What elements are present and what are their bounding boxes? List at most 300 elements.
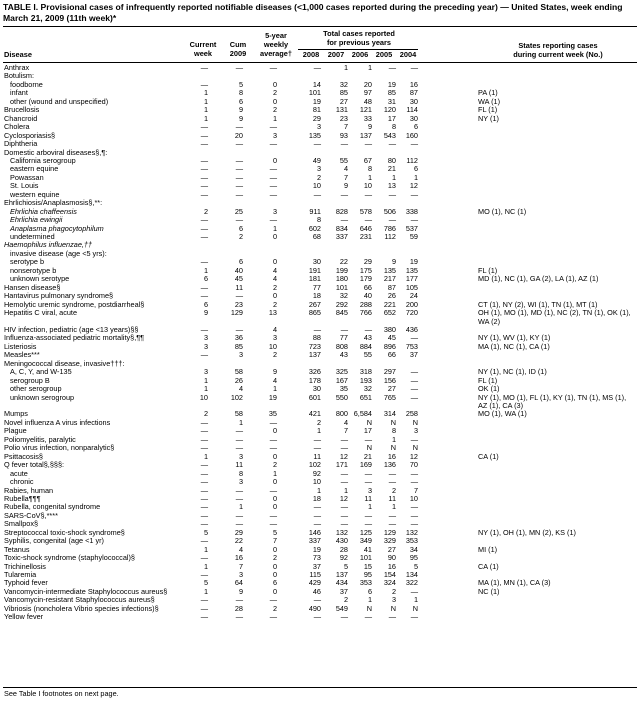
- value-cell: 506: [383, 206, 396, 216]
- value-cell: 16: [234, 553, 243, 563]
- value-cell: 720: [405, 308, 418, 318]
- value-cell: 322: [405, 578, 418, 588]
- header-year-2008: 2008: [302, 50, 320, 59]
- value-cell: 1: [367, 63, 372, 72]
- states-cell: OH (1), MO (1), MD (1), NC (2), TN (1), OK (1), WA (2): [478, 308, 631, 326]
- value-cell: 753: [405, 341, 418, 351]
- value-cell: —: [235, 164, 243, 174]
- value-cell: 221: [383, 299, 396, 309]
- disease-name: Influenza-associated pediatric mortality§,¶¶: [4, 333, 145, 343]
- value-cell: 1: [272, 223, 277, 233]
- value-cell: 59: [409, 232, 418, 241]
- value-cell: 80: [387, 155, 396, 165]
- value-cell: 90: [387, 553, 396, 563]
- states-cell: NY (1): [478, 113, 499, 123]
- states-cell: CA (1): [478, 561, 499, 571]
- value-cell: —: [235, 63, 243, 72]
- value-cell: 105: [405, 282, 418, 292]
- value-cell: 10: [199, 392, 208, 402]
- value-cell: —: [340, 510, 348, 520]
- value-cell: 5: [343, 561, 348, 571]
- value-cell: 349: [359, 536, 372, 546]
- value-cell: 537: [405, 223, 418, 233]
- value-cell: 324: [383, 578, 396, 588]
- value-cell: 13: [387, 181, 396, 191]
- value-cell: —: [235, 612, 243, 622]
- states-cell: WA (1): [478, 96, 501, 106]
- value-cell: 112: [406, 155, 418, 165]
- header-year-2006: 2006: [351, 50, 369, 59]
- value-cell: 32: [363, 384, 372, 394]
- value-cell: 19: [312, 544, 321, 554]
- header-disease: Disease: [4, 50, 32, 59]
- disease-name: A, C, Y, and W-135: [10, 367, 72, 377]
- value-cell: 10: [363, 181, 372, 191]
- value-cell: 6: [238, 257, 243, 267]
- value-cell: 9: [391, 257, 396, 267]
- value-cell: 3: [367, 485, 372, 495]
- value-cell: 131: [335, 105, 348, 115]
- value-cell: 12: [339, 493, 348, 503]
- value-cell: 92: [339, 553, 348, 563]
- value-cell: 67: [363, 155, 372, 165]
- value-cell: 77: [339, 333, 348, 343]
- value-cell: —: [410, 367, 418, 377]
- value-cell: —: [200, 477, 208, 487]
- header-year-2005: 2005: [375, 50, 393, 59]
- value-cell: 178: [308, 375, 321, 385]
- value-cell: 765: [383, 392, 396, 402]
- table-title: TABLE I. Provisional cases of infrequently reported notifiable diseases (<1,000 cases reported during the preceding year) — United States, week ending March 21, 2009 (11th week)*: [3, 2, 623, 23]
- states-cell: NY (1), MO (1), FL (1), KY (1), TN (1), MS (1), AZ (1), CA (3): [478, 392, 627, 411]
- disease-name: Cyclosporiasis§: [4, 130, 56, 140]
- value-cell: 101: [359, 553, 372, 563]
- value-cell: 92: [312, 468, 321, 478]
- value-cell: —: [235, 291, 243, 301]
- value-cell: —: [313, 502, 321, 512]
- value-cell: 48: [363, 96, 372, 106]
- value-cell: 911: [309, 206, 321, 216]
- value-cell: 834: [335, 223, 348, 233]
- value-cell: 800: [335, 409, 348, 419]
- states-cell: OK (1): [478, 384, 500, 394]
- value-cell: 8: [238, 88, 243, 98]
- value-cell: 28: [339, 544, 348, 554]
- value-cell: —: [235, 172, 243, 182]
- value-cell: 766: [359, 308, 372, 318]
- value-cell: 3: [203, 341, 208, 351]
- value-cell: 2: [272, 299, 277, 309]
- value-cell: 4: [343, 417, 348, 427]
- states-cell: CA (1): [478, 451, 499, 461]
- value-cell: —: [364, 519, 372, 529]
- value-cell: 175: [359, 265, 372, 275]
- states-cell: MA (1), MN (1), CA (3): [478, 578, 551, 588]
- value-cell: 2: [272, 282, 277, 292]
- value-cell: —: [388, 468, 396, 478]
- disease-name: Ehrlichia chaffeensis: [10, 206, 77, 216]
- value-cell: 81: [312, 105, 321, 115]
- value-cell: —: [200, 164, 208, 174]
- value-cell: —: [200, 595, 208, 605]
- value-cell: —: [200, 536, 208, 546]
- value-cell: 114: [406, 105, 418, 115]
- value-cell: 11: [388, 493, 396, 503]
- disease-name: other (wound and unspecified): [10, 96, 109, 106]
- value-cell: 543: [383, 130, 396, 140]
- value-cell: 430: [335, 536, 348, 546]
- value-cell: —: [269, 417, 277, 427]
- value-cell: —: [200, 519, 208, 529]
- value-cell: 0: [272, 493, 277, 503]
- disease-name: HIV infection, pediatric (age <13 years)§§: [4, 324, 139, 334]
- header-current-line1: Current: [189, 40, 217, 49]
- value-cell: —: [235, 434, 243, 444]
- disease-name: Chancroid: [4, 113, 38, 123]
- value-cell: 3: [413, 426, 418, 436]
- disease-name: undetermined: [10, 232, 55, 241]
- value-cell: —: [235, 519, 243, 529]
- value-cell: 70: [409, 460, 418, 470]
- value-cell: 18: [312, 493, 321, 503]
- value-cell: 101: [308, 88, 321, 98]
- disease-name: Tetanus: [4, 544, 30, 554]
- value-cell: N: [412, 443, 418, 453]
- value-cell: 3: [203, 367, 208, 377]
- value-cell: 1: [391, 502, 396, 512]
- disease-name: Brucellosis: [4, 105, 40, 115]
- value-cell: 19: [387, 79, 396, 89]
- disease-name: Poliomyelitis, paralytic: [4, 434, 76, 444]
- value-cell: —: [364, 477, 372, 487]
- value-cell: 66: [363, 282, 372, 292]
- value-cell: 896: [383, 341, 396, 351]
- value-cell: 723: [308, 341, 321, 351]
- value-cell: —: [269, 181, 277, 191]
- value-cell: 27: [339, 96, 348, 106]
- value-cell: 28: [234, 603, 243, 613]
- value-cell: —: [410, 586, 418, 596]
- value-cell: 10: [312, 181, 321, 191]
- value-cell: —: [235, 510, 243, 520]
- value-cell: 193: [359, 375, 372, 385]
- value-cell: 14: [312, 79, 321, 89]
- value-cell: —: [340, 468, 348, 478]
- value-cell: 33: [363, 113, 372, 123]
- value-cell: —: [313, 595, 321, 605]
- value-cell: 85: [234, 341, 243, 351]
- disease-name: eastern equine: [10, 164, 59, 174]
- header-current-week: [186, 41, 220, 59]
- value-cell: 16: [387, 561, 396, 571]
- value-cell: 10: [409, 493, 418, 503]
- value-cell: —: [235, 324, 243, 334]
- value-cell: 135: [405, 265, 418, 275]
- value-cell: —: [388, 215, 396, 225]
- value-cell: —: [340, 189, 348, 199]
- value-cell: 129: [383, 527, 396, 537]
- value-cell: —: [388, 139, 396, 149]
- value-cell: —: [340, 519, 348, 529]
- value-cell: —: [269, 510, 277, 520]
- header-states-line2: during current week (No.): [513, 49, 603, 59]
- disease-name: serogroup B: [10, 375, 50, 385]
- value-cell: 2: [203, 206, 208, 216]
- value-cell: —: [364, 612, 372, 622]
- value-cell: 7: [343, 172, 348, 182]
- value-cell: 177: [405, 274, 418, 284]
- value-cell: 3: [238, 570, 243, 579]
- disease-name: Haemophilus influenzae,††: [4, 240, 93, 250]
- value-cell: 87: [409, 88, 418, 98]
- disease-name: Rabies, human: [4, 485, 54, 495]
- states-cell: FL (1): [478, 375, 498, 385]
- value-cell: —: [200, 612, 208, 622]
- disease-name: unknown serogroup: [10, 392, 75, 402]
- value-cell: 318: [359, 367, 372, 377]
- value-cell: 179: [359, 274, 372, 284]
- disease-name: infant: [10, 88, 28, 98]
- header-total-cases: [298, 30, 420, 48]
- value-cell: —: [235, 189, 243, 199]
- value-cell: 2: [272, 460, 277, 470]
- value-cell: 1: [316, 485, 321, 495]
- value-cell: 2: [316, 172, 321, 182]
- value-cell: 26: [387, 291, 396, 301]
- disease-name: serotype b: [10, 257, 45, 267]
- value-cell: 24: [409, 291, 418, 301]
- value-cell: 1: [272, 113, 277, 123]
- value-cell: —: [200, 350, 208, 360]
- value-cell: 0: [272, 232, 277, 241]
- value-cell: 167: [335, 375, 348, 385]
- disease-name: acute: [10, 468, 28, 478]
- value-cell: —: [313, 139, 321, 149]
- value-cell: 181: [308, 274, 321, 284]
- value-cell: —: [235, 139, 243, 149]
- value-cell: 115: [309, 570, 321, 579]
- value-cell: 865: [308, 308, 321, 318]
- value-cell: —: [313, 510, 321, 520]
- value-cell: 786: [383, 223, 396, 233]
- value-cell: 1: [203, 561, 208, 571]
- value-cell: 171: [335, 460, 348, 470]
- disease-name: St. Louis: [10, 181, 39, 191]
- value-cell: N: [390, 603, 396, 613]
- value-cell: —: [200, 485, 208, 495]
- value-cell: 4: [343, 164, 348, 174]
- value-cell: 3: [391, 595, 396, 605]
- value-cell: —: [200, 553, 208, 563]
- value-cell: 31: [387, 96, 396, 106]
- value-cell: 12: [409, 181, 418, 191]
- value-cell: 2: [343, 595, 348, 605]
- value-cell: 5: [272, 527, 277, 537]
- disease-name: Meningococcal disease, invasive†††:: [4, 358, 125, 368]
- value-cell: 20: [234, 130, 243, 140]
- value-cell: 121: [359, 105, 372, 115]
- disease-name: Trichinellosis: [4, 561, 46, 571]
- value-cell: —: [200, 493, 208, 503]
- value-cell: 1: [316, 426, 321, 436]
- value-cell: —: [235, 215, 243, 225]
- value-cell: —: [235, 122, 243, 132]
- value-cell: 10: [268, 341, 277, 351]
- value-cell: 58: [234, 409, 243, 419]
- value-cell: 314: [383, 409, 396, 419]
- value-cell: 30: [409, 113, 418, 123]
- value-cell: 4: [272, 265, 277, 275]
- value-cell: 21: [387, 164, 396, 174]
- value-cell: 43: [363, 333, 372, 343]
- value-cell: 6: [413, 164, 418, 174]
- value-cell: 602: [308, 223, 321, 233]
- value-cell: 2: [391, 485, 396, 495]
- value-cell: 6: [203, 299, 208, 309]
- header-year-2007: 2007: [327, 50, 345, 59]
- value-cell: 267: [308, 299, 321, 309]
- disease-name: western equine: [10, 189, 60, 199]
- value-cell: 2: [238, 232, 243, 241]
- value-cell: —: [200, 257, 208, 267]
- value-cell: 26: [234, 375, 243, 385]
- value-cell: 7: [238, 561, 243, 571]
- value-cell: 578: [359, 206, 372, 216]
- value-cell: N: [366, 443, 372, 453]
- value-cell: 9: [272, 367, 277, 377]
- value-cell: 2: [272, 88, 277, 98]
- value-cell: 2: [272, 350, 277, 360]
- value-cell: 0: [272, 586, 277, 596]
- disease-name: Psittacosis§: [4, 451, 43, 461]
- value-cell: 2: [391, 586, 396, 596]
- value-cell: 0: [272, 426, 277, 436]
- value-cell: 137: [335, 570, 348, 579]
- disease-name: Q fever total§,§§§:: [4, 460, 65, 470]
- value-cell: 132: [335, 527, 348, 537]
- value-cell: 132: [405, 527, 418, 537]
- value-cell: 646: [359, 223, 372, 233]
- value-cell: 87: [387, 282, 396, 292]
- value-cell: 112: [384, 232, 396, 241]
- value-cell: —: [410, 63, 418, 72]
- value-cell: 6: [238, 96, 243, 106]
- value-cell: 45: [234, 274, 243, 284]
- value-cell: —: [269, 434, 277, 444]
- value-cell: 325: [335, 367, 348, 377]
- value-cell: 4: [272, 324, 277, 334]
- header-total-line1: Total cases reported: [323, 29, 395, 38]
- value-cell: 231: [359, 232, 372, 241]
- value-cell: 4: [272, 274, 277, 284]
- value-cell: —: [410, 519, 418, 529]
- value-cell: 137: [359, 130, 372, 140]
- value-cell: 326: [308, 367, 321, 377]
- value-cell: 297: [383, 367, 396, 377]
- value-cell: 19: [312, 96, 321, 106]
- value-cell: 37: [409, 350, 418, 360]
- states-cell: MI (1): [478, 544, 498, 554]
- disease-name: unknown serotype: [10, 274, 70, 284]
- value-cell: —: [313, 434, 321, 444]
- value-cell: 2: [272, 105, 277, 115]
- value-cell: —: [269, 215, 277, 225]
- value-cell: 8: [316, 215, 321, 225]
- value-cell: 1: [272, 468, 277, 478]
- value-cell: —: [269, 443, 277, 453]
- value-cell: 45: [387, 333, 396, 343]
- value-cell: —: [200, 460, 208, 470]
- disease-name: Mumps: [4, 409, 28, 419]
- value-cell: 1: [391, 172, 396, 182]
- disease-name: Vibriosis (noncholera Vibrio species infections)§: [4, 603, 159, 613]
- disease-name: foodborne: [10, 79, 43, 89]
- value-cell: —: [340, 477, 348, 487]
- value-cell: 9: [238, 113, 243, 123]
- value-cell: —: [200, 603, 208, 613]
- value-cell: 1: [367, 172, 372, 182]
- value-cell: 156: [383, 375, 396, 385]
- value-cell: 337: [308, 536, 321, 546]
- value-cell: 19: [268, 392, 277, 402]
- value-cell: —: [364, 434, 372, 444]
- value-cell: 169: [359, 460, 372, 470]
- value-cell: —: [235, 485, 243, 495]
- value-cell: 258: [405, 409, 418, 419]
- disease-name: nonserotype b: [10, 265, 57, 275]
- value-cell: 1: [413, 172, 418, 182]
- value-cell: 134: [405, 570, 418, 579]
- value-cell: 125: [359, 527, 372, 537]
- value-cell: 135: [383, 265, 396, 275]
- value-cell: 9: [238, 586, 243, 596]
- value-cell: —: [364, 189, 372, 199]
- top-rule: [3, 26, 637, 27]
- value-cell: —: [269, 122, 277, 132]
- disease-name: California serogroup: [10, 155, 76, 165]
- value-cell: 20: [363, 79, 372, 89]
- value-cell: 68: [312, 232, 321, 241]
- value-cell: —: [388, 510, 396, 520]
- value-cell: 93: [339, 130, 348, 140]
- value-cell: N: [412, 603, 418, 613]
- value-cell: 27: [387, 384, 396, 394]
- value-cell: 35: [339, 384, 348, 394]
- header-five-line2: weekly: [263, 39, 289, 49]
- header-total-line2: for previous years: [326, 37, 392, 47]
- header-five-line3: average†: [259, 48, 293, 58]
- value-cell: 434: [335, 578, 348, 588]
- value-cell: 18: [312, 291, 321, 301]
- value-cell: 7: [343, 122, 348, 132]
- value-cell: —: [388, 519, 396, 529]
- value-cell: —: [410, 510, 418, 520]
- header-five-line1: 5-year: [265, 31, 287, 40]
- value-cell: —: [200, 130, 208, 140]
- header-five-year: [256, 32, 296, 58]
- value-cell: —: [235, 595, 243, 605]
- value-cell: 9: [367, 122, 372, 132]
- value-cell: 17: [363, 426, 372, 436]
- value-cell: 5: [203, 578, 208, 588]
- value-cell: 1: [203, 586, 208, 596]
- value-cell: —: [235, 155, 243, 165]
- disease-name: Tularemia: [4, 570, 37, 579]
- value-cell: —: [313, 612, 321, 622]
- disease-name: Cholera: [4, 122, 30, 132]
- value-cell: 0: [272, 451, 277, 461]
- value-cell: 0: [272, 544, 277, 554]
